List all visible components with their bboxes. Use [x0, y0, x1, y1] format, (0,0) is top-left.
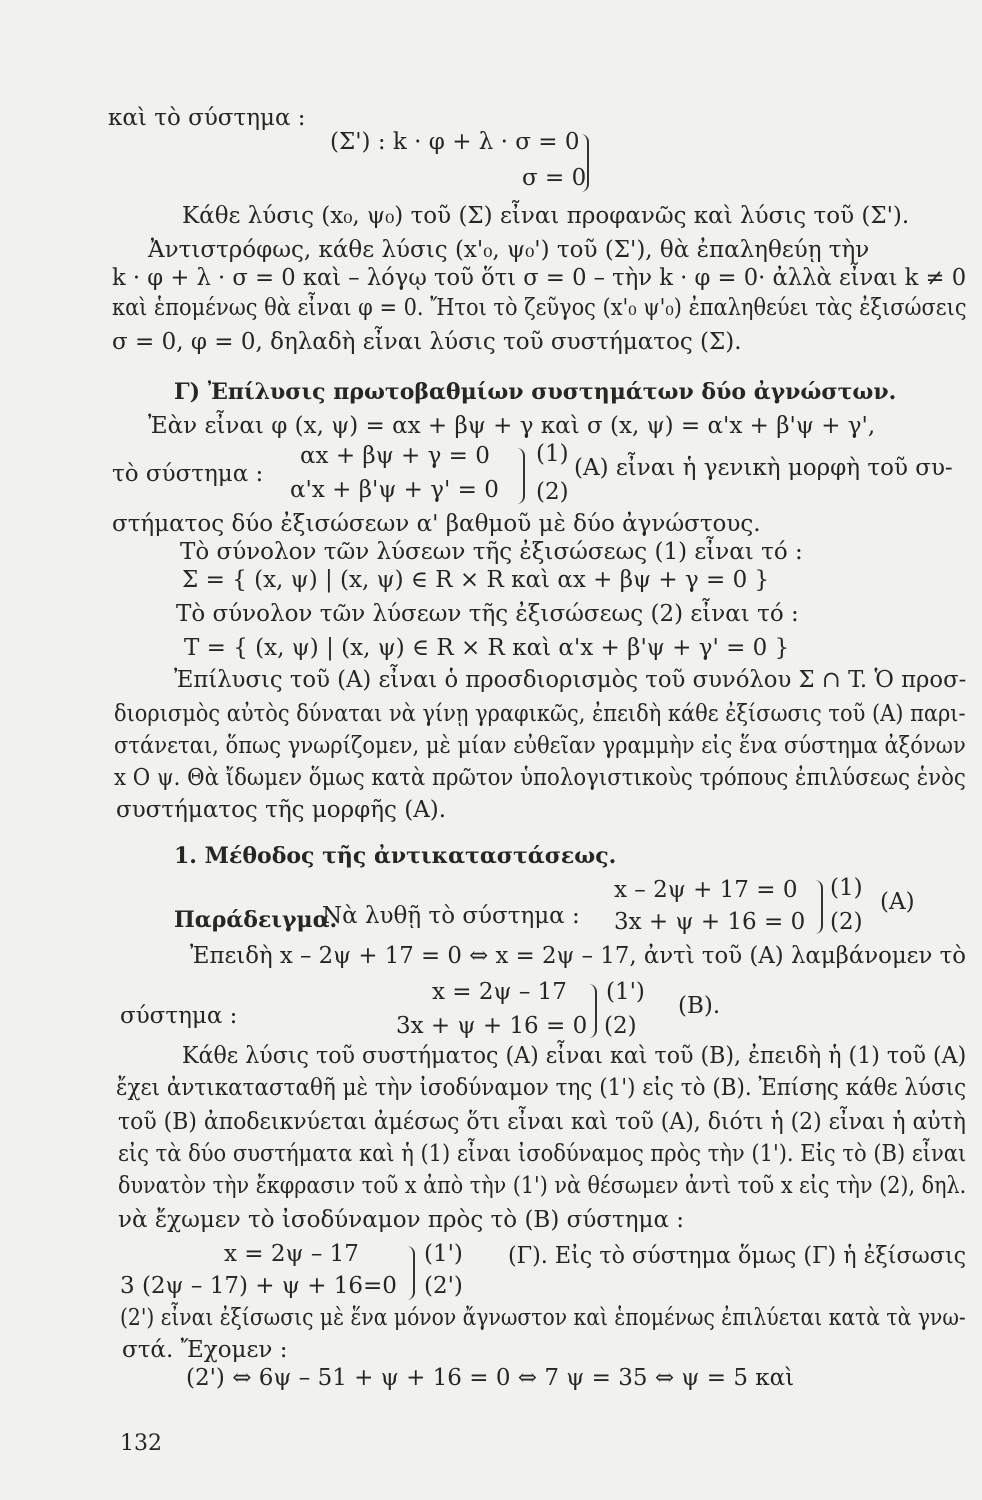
set-definition: T = { (x, ψ) | (x, ψ) ∈ R × R καὶ α'x + β'ψ + γ' = 0 }	[184, 635, 790, 661]
brace	[514, 448, 525, 504]
equation-number: (2')	[424, 1273, 463, 1299]
text-line: Κάθε λύσις τοῦ συστήματος (Α) εἶναι καὶ τοῦ (Β), ἐπειδὴ ἡ (1) τοῦ (Α)	[182, 1043, 967, 1069]
brace	[812, 880, 823, 934]
equation-number: (1)	[830, 875, 863, 901]
brace	[578, 134, 589, 192]
text-line: διορισμὸς αὐτὸς δύναται νὰ γίνῃ γραφικῶς, ἐπειδὴ κάθε ἐξίσωσις τοῦ (Α) παρι-	[114, 701, 966, 727]
set-definition: Σ = { (x, ψ) | (x, ψ) ∈ R × R καὶ αx + βψ + γ = 0 }	[182, 567, 770, 593]
equation-number: (1)	[536, 441, 569, 467]
text-line: Τὸ σύνολον τῶν λύσεων τῆς ἐξισώσεως (2) εἶναι τό :	[176, 601, 799, 627]
system-equation: 3x + ψ + 16 = 0	[614, 909, 806, 935]
brace	[586, 984, 597, 1038]
system-equation: 3 (2ψ – 17) + ψ + 16=0	[120, 1273, 397, 1299]
text-line: Ἐπειδὴ x – 2ψ + 17 = 0 ⇔ x = 2ψ – 17, ἀντὶ τοῦ (Α) λαμβάνομεν τὸ	[190, 943, 966, 969]
text-line: στά. Ἔχομεν :	[122, 1337, 288, 1363]
system-equation: σ = 0	[522, 165, 587, 191]
text-line: Τὸ σύνολον τῶν λύσεων τῆς ἐξισώσεως (1) εἶναι τό :	[180, 539, 803, 565]
text-line: x O ψ. Θὰ ἴδωμεν ὅμως κατὰ πρῶτον ὑπολογιστικοὺς τρόπους ἐπιλύσεως ἑνὸς	[114, 765, 966, 791]
text-line: σ = 0, φ = 0, δηλαδὴ εἶναι λύσις τοῦ συστήματος (Σ).	[112, 329, 742, 355]
equation-number: (2)	[536, 479, 569, 505]
text-line: καὶ ἑπομένως θὰ εἶναι φ = 0. Ἤτοι τὸ ζεῦγος (x'₀ ψ'₀) ἐπαληθεύει τὰς ἐξισώσεις	[112, 295, 967, 321]
method-heading: 1. Μέθοδος τῆς ἀντικαταστάσεως.	[174, 843, 617, 869]
text-line: Ἐὰν εἶναι φ (x, ψ) = αx + βψ + γ καὶ σ (x, ψ) = α'x + β'ψ + γ',	[148, 413, 876, 439]
system-equation: α'x + β'ψ + γ' = 0	[290, 477, 499, 503]
text-line: στάνεται, ὅπως γνωρίζομεν, μὲ μίαν εὐθεῖαν γραμμὴν εἰς ἕνα σύστημα ἀξόνων	[114, 733, 966, 759]
text-line: (Α) εἶναι ἡ γενικὴ μορφὴ τοῦ συ-	[574, 455, 953, 481]
brace	[404, 1246, 415, 1300]
text-line: Ἀντιστρόφως, κάθε λύσις (x'₀, ψ₀') τοῦ (Σ'), θὰ ἐπαληθεύῃ τὴν	[148, 237, 870, 263]
text-line: εἰς τὰ δύο συστήματα καὶ ἡ (1) εἶναι ἰσοδύναμος πρὸς τὴν (1'). Εἰς τὸ (Β) εἶναι	[118, 1141, 967, 1167]
text-line: Νὰ λυθῇ τὸ σύστημα :	[322, 903, 580, 929]
system-equation: 3x + ψ + 16 = 0	[396, 1013, 588, 1039]
system-tag: (Β).	[678, 993, 721, 1019]
text-line: Κάθε λύσις (x₀, ψ₀) τοῦ (Σ) εἶναι προφανῶς καὶ λύσις τοῦ (Σ').	[182, 203, 910, 229]
system-equation: x – 2ψ + 17 = 0	[614, 877, 798, 903]
text-line: (2') εἶναι ἐξίσωσις μὲ ἕνα μόνον ἄγνωστον καὶ ἑπομένως ἐπιλύεται κατὰ τὰ γνω-	[120, 1305, 966, 1331]
text-line: σύστημα :	[120, 1003, 238, 1029]
text-line: τὸ σύστημα :	[112, 461, 264, 487]
text-line: ἔχει ἀντικατασταθῆ μὲ τὴν ἰσοδύναμον της (1') εἰς τὸ (Β). Ἐπίσης κάθε λύσις	[116, 1075, 967, 1101]
text-line: τοῦ (Β) ἀποδεικνύεται ἀμέσως ὅτι εἶναι καὶ τοῦ (Α), διότι ἡ (2) εἶναι ἡ αὐτὴ	[118, 1109, 966, 1135]
example-label: Παράδειγμα.	[174, 907, 338, 933]
equation-chain: (2') ⇔ 6ψ – 51 + ψ + 16 = 0 ⇔ 7 ψ = 35 ⇔ ψ = 5 καὶ	[186, 1365, 795, 1391]
system-equation: (Σ') : k · φ + λ · σ = 0	[330, 129, 580, 155]
equation-number: (1')	[424, 1241, 463, 1267]
text-line: συστήματος τῆς μορφῆς (Α).	[116, 797, 447, 823]
page-number: 132	[120, 1431, 162, 1456]
system-equation: αx + βψ + γ = 0	[300, 443, 490, 469]
equation-number: (2)	[604, 1013, 637, 1039]
text-line: k · φ + λ · σ = 0 καὶ – λόγῳ τοῦ ὅτι σ = 0 – τὴν k · φ = 0· ἀλλὰ εἶναι k ≠ 0	[112, 265, 967, 291]
text-line: δυνατὸν τὴν ἔκφρασιν τοῦ x ἀπὸ τὴν (1') νὰ θέσωμεν ἀντὶ τοῦ x εἰς τὴν (2), δηλ.	[118, 1173, 967, 1199]
equation-number: (2)	[830, 909, 863, 935]
text-line: καὶ τὸ σύστημα :	[108, 105, 306, 131]
equation-number: (1')	[606, 979, 645, 1005]
system-equation: x = 2ψ – 17	[224, 1241, 359, 1267]
section-heading: Γ) Ἐπίλυσις πρωτοβαθμίων συστημάτων δύο ἀγνώστων.	[174, 379, 897, 405]
text-line: Ἐπίλυσις τοῦ (Α) εἶναι ὁ προσδιορισμὸς τοῦ συνόλου Σ ∩ T. Ὁ προσ-	[174, 667, 967, 693]
system-tag: (Α)	[880, 889, 915, 915]
text-line: στήματος δύο ἐξισώσεων α' βαθμοῦ μὲ δύο ἀγνώστους.	[112, 511, 761, 537]
system-equation: x = 2ψ – 17	[432, 979, 567, 1005]
text-line: (Γ). Εἰς τὸ σύστημα ὅμως (Γ) ἡ ἐξίσωσις	[508, 1243, 967, 1269]
text-line: νὰ ἔχωμεν τὸ ἰσοδύναμον πρὸς τὸ (Β) σύστημα :	[118, 1207, 685, 1233]
